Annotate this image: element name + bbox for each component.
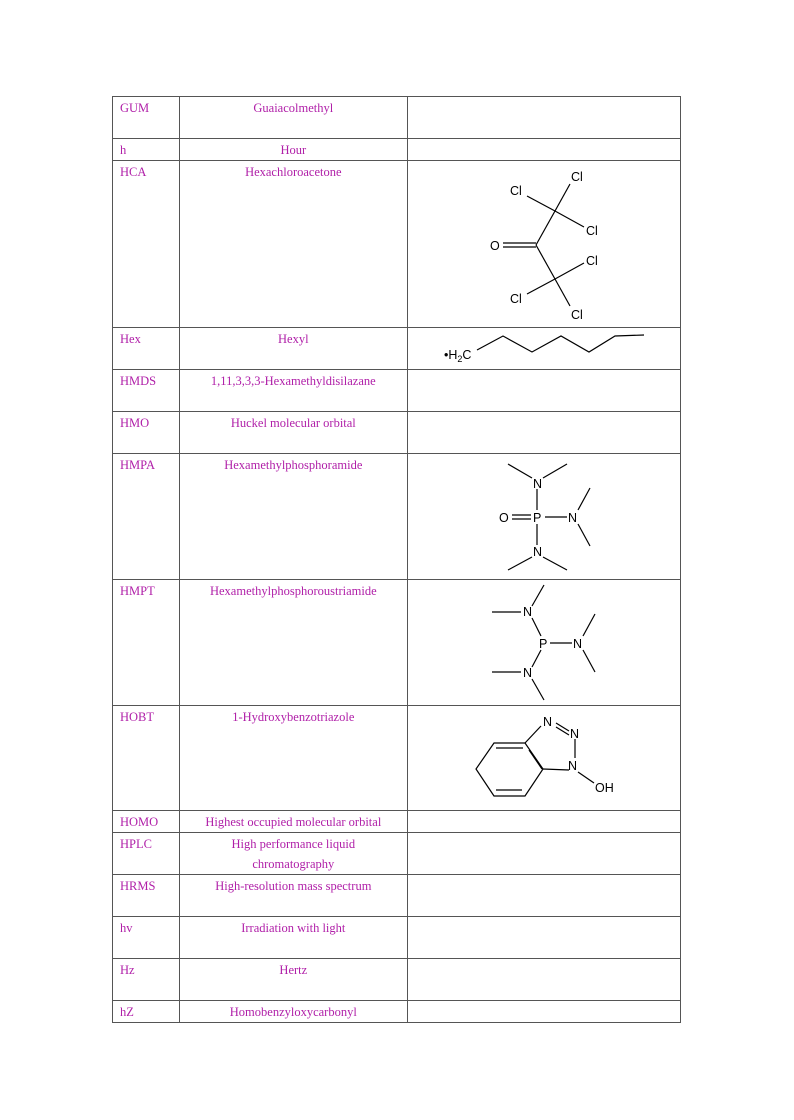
abbreviation-cell: HMPT [113, 580, 180, 706]
carbon-label: C [461, 348, 471, 362]
table-row [113, 706, 681, 811]
structure-cell [407, 833, 681, 875]
table-row [113, 959, 681, 1001]
abbreviation-cell: hv [113, 917, 180, 959]
atom-label: N [567, 759, 577, 773]
abbreviation-cell: HPLC [113, 833, 180, 875]
table-row [113, 833, 681, 875]
structure-cell [407, 811, 681, 833]
definition-cell: Guaiacolmethyl [180, 97, 407, 139]
structure-cell [407, 917, 681, 959]
structure-cell [407, 454, 681, 580]
hexamethylphosphoroustriamide-structure [408, 580, 680, 705]
definition-cell: Hertz [180, 959, 407, 1001]
hexyl-structure [408, 328, 680, 369]
table-row [113, 370, 681, 412]
definition-cell: Hexyl [180, 328, 407, 370]
abbreviation-cell: Hz [113, 959, 180, 1001]
definition-cell: Highest occupied molecular orbital [180, 811, 407, 833]
atom-label: OH [594, 781, 614, 795]
abbreviation-cell: hZ [113, 1001, 180, 1023]
atom-label: P [538, 637, 547, 651]
table-row [113, 412, 681, 454]
atom-label: P [532, 511, 541, 525]
table-row [113, 139, 681, 161]
abbreviation-cell: HRMS [113, 875, 180, 917]
structure-cell [407, 161, 681, 328]
structure-cell [407, 580, 681, 706]
atom-label: N [532, 545, 542, 559]
table-row [113, 917, 681, 959]
structure-cell [407, 1001, 681, 1023]
definition-cell: 1,11,3,3,3-Hexamethyldisilazane [180, 370, 407, 412]
atom-label: Cl [585, 254, 598, 268]
radical-label: •H [443, 348, 457, 362]
abbreviation-cell: h [113, 139, 180, 161]
structure-cell [407, 706, 681, 811]
table-row [113, 811, 681, 833]
definition-cell: Homobenzyloxycarbonyl [180, 1001, 407, 1023]
abbreviation-cell: GUM [113, 97, 180, 139]
hydroxybenzotriazole-structure [408, 706, 680, 810]
structure-cell [407, 97, 681, 139]
abbreviation-cell: HOMO [113, 811, 180, 833]
structure-cell [407, 875, 681, 917]
structure-cell [407, 412, 681, 454]
table-row [113, 580, 681, 706]
abbreviation-cell: HMPA [113, 454, 180, 580]
definition-cell: Hexamethylphosphoramide [180, 454, 407, 580]
atom-label [444, 348, 471, 364]
abbreviation-cell: HOBT [113, 706, 180, 811]
table-row [113, 161, 681, 328]
atom-label: O [498, 511, 509, 525]
definition-cell: 1-Hydroxybenzotriazole [180, 706, 407, 811]
table-row [113, 328, 681, 370]
atom-label: N [569, 727, 579, 741]
definition-cell: Hour [180, 139, 407, 161]
table-row [113, 97, 681, 139]
definition-cell: Hexachloroacetone [180, 161, 407, 328]
definition-cell: Hexamethylphosphoroustriamide [180, 580, 407, 706]
table-row [113, 454, 681, 580]
atom-label: N [572, 637, 582, 651]
structure-cell [407, 959, 681, 1001]
definition-cell: Huckel molecular orbital [180, 412, 407, 454]
atom-label: N [542, 715, 552, 729]
abbreviation-cell: HCA [113, 161, 180, 328]
atom-label: Cl [570, 308, 583, 322]
definition-cell: High performance liquid chromatography [180, 833, 407, 875]
atom-label: Cl [585, 224, 598, 238]
atom-label: Cl [509, 184, 522, 198]
table-row [113, 875, 681, 917]
atom-label: Cl [509, 292, 522, 306]
atom-label: N [532, 477, 542, 491]
structure-cell [407, 139, 681, 161]
abbreviations-table [112, 96, 681, 1023]
hexachloroacetone-structure [408, 161, 680, 327]
hexamethylphosphoramide-structure [408, 454, 680, 579]
atom-label: N [567, 511, 577, 525]
definition-cell: High-resolution mass spectrum [180, 875, 407, 917]
abbreviation-cell: HMDS [113, 370, 180, 412]
abbreviation-cell: HMO [113, 412, 180, 454]
abbreviation-cell: Hex [113, 328, 180, 370]
structure-cell [407, 328, 681, 370]
atom-label: O [489, 239, 500, 253]
definition-cell: Irradiation with light [180, 917, 407, 959]
atom-label: N [522, 605, 532, 619]
structure-cell [407, 370, 681, 412]
atom-label: N [522, 666, 532, 680]
atom-label: Cl [570, 170, 583, 184]
subscript-label: 2 [456, 354, 462, 364]
table-row [113, 1001, 681, 1023]
